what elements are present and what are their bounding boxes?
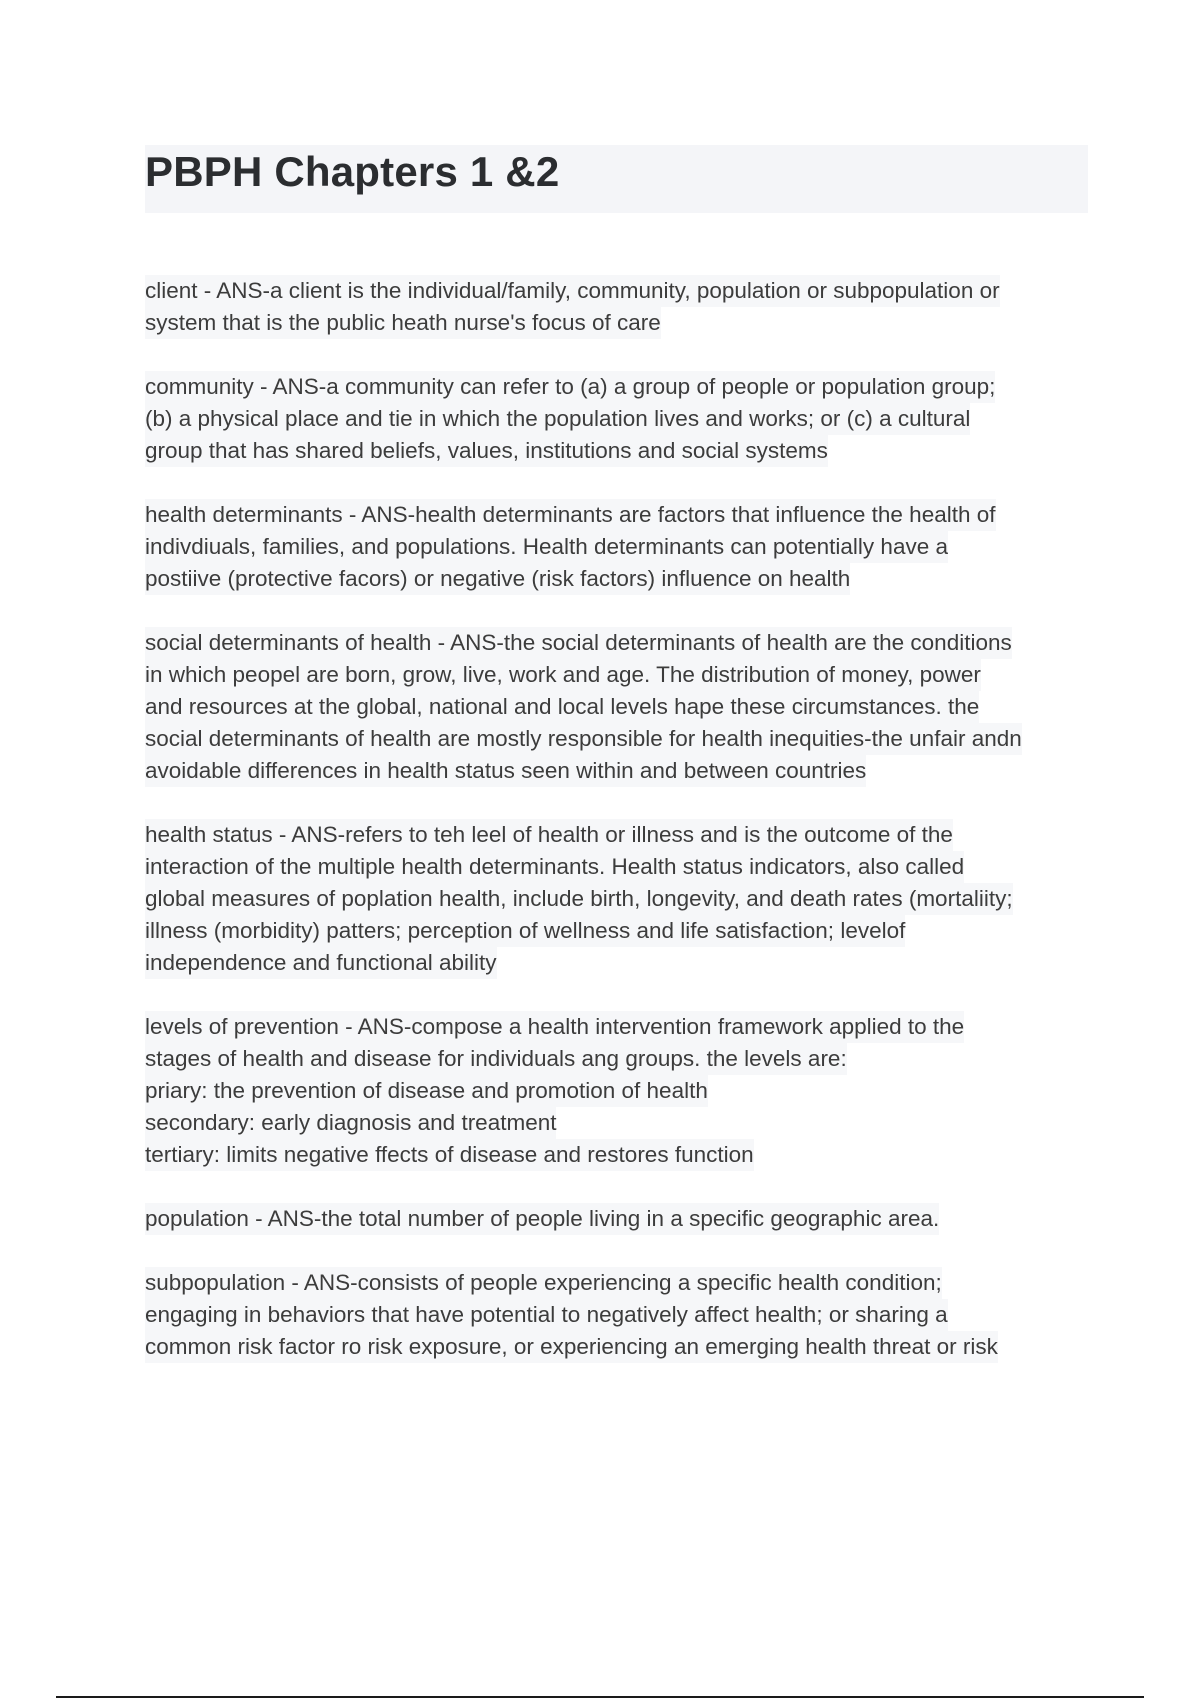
entry-line: avoidable differences in health status seen within and between countries <box>145 755 866 787</box>
entry-line: social determinants of health - ANS-the social determinants of health are the conditions <box>145 627 1012 659</box>
entry-line: population - ANS-the total number of people living in a specific geographic area. <box>145 1203 939 1235</box>
glossary-entry-population <box>145 1203 1095 1235</box>
entry-line: indivdiuals, families, and populations. Health determinants can potentially have a <box>145 531 948 563</box>
entry-line: system that is the public heath nurse's focus of care <box>145 307 661 339</box>
entry-line: (b) a physical place and tie in which the population lives and works; or (c) a cultural <box>145 403 970 435</box>
glossary-entry-levels-of-prevention <box>145 1011 1095 1171</box>
glossary-entry-health-determinants <box>145 499 1095 595</box>
entry-line: group that has shared beliefs, values, institutions and social systems <box>145 435 828 467</box>
page-title: PBPH Chapters 1 &2 <box>145 148 560 195</box>
entry-line: engaging in behaviors that have potential to negatively affect health; or sharing a <box>145 1299 948 1331</box>
entry-line: interaction of the multiple health determinants. Health status indicators, also called <box>145 851 964 883</box>
glossary-entry-client <box>145 275 1095 339</box>
glossary-list <box>145 275 1095 1395</box>
glossary-entry-subpopulation <box>145 1267 1095 1363</box>
entry-line: community - ANS-a community can refer to (a) a group of people or population group; <box>145 371 995 403</box>
entry-line: priary: the prevention of disease and promotion of health <box>145 1075 708 1107</box>
entry-line: subpopulation - ANS-consists of people experiencing a specific health condition; <box>145 1267 942 1299</box>
footer-divider <box>56 1696 1144 1698</box>
entry-line: global measures of poplation health, include birth, longevity, and death rates (mortaliity; <box>145 883 1013 915</box>
entry-line: levels of prevention - ANS-compose a health intervention framework applied to the <box>145 1011 964 1043</box>
entry-line: in which peopel are born, grow, live, work and age. The distribution of money, power <box>145 659 981 691</box>
entry-line: postiive (protective facors) or negative (risk factors) influence on health <box>145 563 850 595</box>
entry-line: secondary: early diagnosis and treatment <box>145 1107 556 1139</box>
entry-line: independence and functional ability <box>145 947 497 979</box>
entry-line: client - ANS-a client is the individual/family, community, population or subpopulation or <box>145 275 1000 307</box>
entry-line: social determinants of health are mostly responsible for health inequities-the unfair andn <box>145 723 1022 755</box>
glossary-entry-health-status <box>145 819 1095 979</box>
entry-line: health status - ANS-refers to teh leel of health or illness and is the outcome of the <box>145 819 953 851</box>
entry-line: tertiary: limits negative ffects of disease and restores function <box>145 1139 754 1171</box>
entry-line: and resources at the global, national and local levels hape these circumstances. the <box>145 691 979 723</box>
entry-line: illness (morbidity) patters; perception of wellness and life satisfaction; levelof <box>145 915 905 947</box>
glossary-entry-community <box>145 371 1095 467</box>
entry-line: health determinants - ANS-health determinants are factors that influence the health of <box>145 499 996 531</box>
entry-line: common risk factor ro risk exposure, or experiencing an emerging health threat or risk <box>145 1331 998 1363</box>
glossary-entry-social-determinants <box>145 627 1095 787</box>
entry-line: stages of health and disease for individuals ang groups. the levels are: <box>145 1043 847 1075</box>
